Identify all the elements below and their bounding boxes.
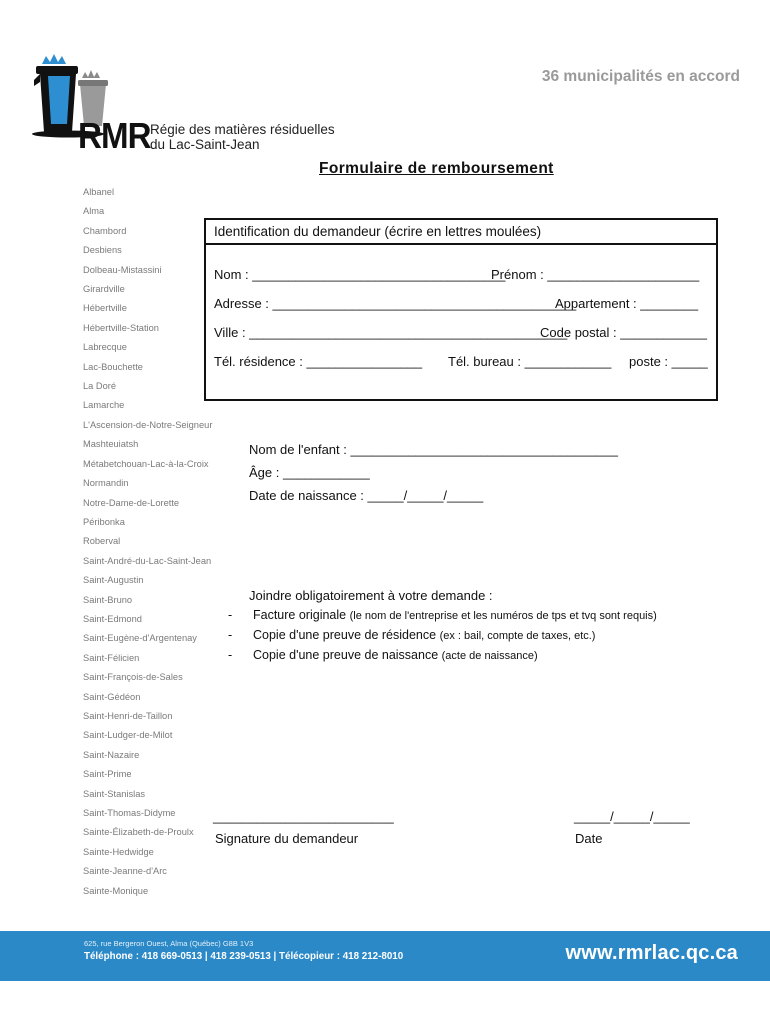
municipality-item: Albanel — [83, 187, 115, 197]
date-label: Date — [575, 831, 603, 846]
ville-field[interactable]: Ville : ____________________________________________ — [214, 325, 568, 340]
document-name: Copie d'une preuve de résidence — [253, 628, 437, 642]
municipality-item: Roberval — [83, 536, 121, 547]
municipality-item: Lamarche — [83, 400, 125, 411]
prenom-field[interactable]: Prénom : _____________________ — [491, 267, 700, 282]
municipality-item: Saint-Prime — [83, 769, 132, 780]
required-document-item — [253, 628, 595, 642]
child-name-field[interactable]: Nom de l'enfant : _____________________________________ — [249, 442, 618, 457]
municipality-item: Hébertville-Station — [83, 322, 159, 333]
bullet-dash: - — [228, 648, 233, 662]
organization-name — [150, 122, 335, 152]
municipality-item: Saint-Henri-de-Taillon — [83, 710, 173, 721]
municipality-item: Sainte-Élizabeth-de-Proulx — [83, 827, 194, 838]
municipality-item: Sainte-Monique — [83, 885, 149, 896]
documents-intro: Joindre obligatoirement à votre demande : — [249, 588, 493, 603]
poste-field[interactable]: poste : _____ — [629, 354, 708, 369]
municipality-item: L'Ascension-de-Notre-Seigneur — [83, 419, 213, 430]
applicant-identification-box — [204, 218, 718, 401]
footer-bar — [0, 931, 770, 981]
municipality-item: Saint-Eugène-d'Argentenay — [83, 633, 197, 644]
municipality-item: Saint-Félicien — [83, 652, 140, 663]
municipality-item: Saint-Edmond — [83, 613, 142, 624]
footer-contacts: Téléphone : 418 669-0513 | 418 239-0513 | Télécopieur : 418 212-8010 — [84, 951, 404, 962]
tagline: 36 municipalités en accord — [541, 68, 740, 85]
municipality-item: Lac-Bouchette — [83, 361, 143, 372]
signature-label: Signature du demandeur — [215, 831, 359, 846]
child-birthdate-field[interactable]: Date de naissance : _____/_____/_____ — [249, 488, 484, 503]
municipality-item: Labrecque — [83, 342, 127, 353]
municipality-item: Saint-François-de-Sales — [83, 672, 183, 683]
appartement-field[interactable]: Appartement : ________ — [555, 296, 699, 311]
adresse-field[interactable]: Adresse : __________________________________________ — [214, 296, 577, 311]
municipality-item: Chambord — [83, 225, 127, 236]
municipality-item: Girardville — [83, 284, 125, 295]
municipality-item: Sainte-Jeanne-d'Arc — [83, 866, 167, 877]
date-line[interactable]: _____/_____/_____ — [574, 809, 690, 824]
municipality-item: Métabetchouan-Lac-à-la-Croix — [83, 458, 209, 469]
municipality-item: Desbiens — [83, 245, 122, 256]
tel-residence-field[interactable]: Tél. résidence : ________________ — [214, 354, 423, 369]
municipality-item: Alma — [83, 206, 105, 217]
municipality-item: Saint-Ludger-de-Milot — [83, 730, 173, 741]
required-document-item — [253, 648, 538, 662]
municipality-item: Normandin — [83, 478, 129, 489]
logo-abbreviation: RMR — [78, 115, 151, 156]
municipality-item: Péribonka — [83, 516, 125, 527]
nom-field[interactable]: Nom : ___________________________________ — [214, 267, 506, 282]
bullet-dash: - — [228, 628, 233, 642]
municipality-item: Saint-Stanislas — [83, 788, 146, 799]
organization-name-line1: Régie des matières résiduelles — [150, 122, 335, 137]
name-row — [214, 267, 712, 287]
municipality-item: Saint-Augustin — [83, 575, 144, 586]
municipality-item: Saint-André-du-Lac-Saint-Jean — [83, 555, 212, 566]
code-postal-field[interactable]: Code postal : ____________ — [540, 325, 707, 340]
city-row — [214, 325, 712, 345]
bullet-dash: - — [228, 608, 233, 622]
document-note: (ex : bail, compte de taxes, etc.) — [439, 630, 596, 642]
organization-name-line2: du Lac-Saint-Jean — [150, 137, 260, 152]
footer-address: 625, rue Bergeron Ouest, Alma (Québec) G8B 1V3 — [84, 939, 254, 948]
identification-header: Identification du demandeur (écrire en lettres moulées) — [206, 220, 716, 245]
form-title: Formulaire de remboursement — [319, 160, 554, 177]
child-age-field[interactable]: Âge : ____________ — [249, 465, 370, 480]
municipality-item: Sainte-Hedwidge — [83, 846, 154, 857]
document-name: Facture originale — [253, 608, 347, 622]
document-note: (acte de naissance) — [441, 650, 538, 662]
tel-bureau-field[interactable]: Tél. bureau : ____________ — [448, 354, 612, 369]
municipality-item: Saint-Thomas-Didyme — [83, 808, 176, 818]
municipality-item: Hébertville — [83, 303, 127, 314]
municipality-item: Saint-Bruno — [83, 594, 133, 605]
municipality-item: Saint-Gédéon — [83, 691, 141, 702]
document-note: (le nom de l'entreprise et les numéros de tps et tvq sont requis) — [349, 610, 657, 622]
municipality-item: La Doré — [83, 381, 117, 392]
municipality-item: Saint-Nazaire — [83, 749, 140, 760]
municipality-item: Mashteuiatsh — [83, 439, 139, 450]
website-link[interactable]: www.rmrlac.qc.ca — [565, 942, 738, 964]
municipality-item: Notre-Dame-de-Lorette — [83, 497, 180, 508]
municipality-item: Dolbeau-Mistassini — [83, 264, 162, 275]
document-name: Copie d'une preuve de naissance — [253, 648, 439, 662]
signature-line[interactable]: _________________________ — [213, 809, 394, 824]
address-row — [214, 296, 712, 316]
required-document-item — [253, 608, 657, 622]
phone-row — [214, 354, 712, 374]
